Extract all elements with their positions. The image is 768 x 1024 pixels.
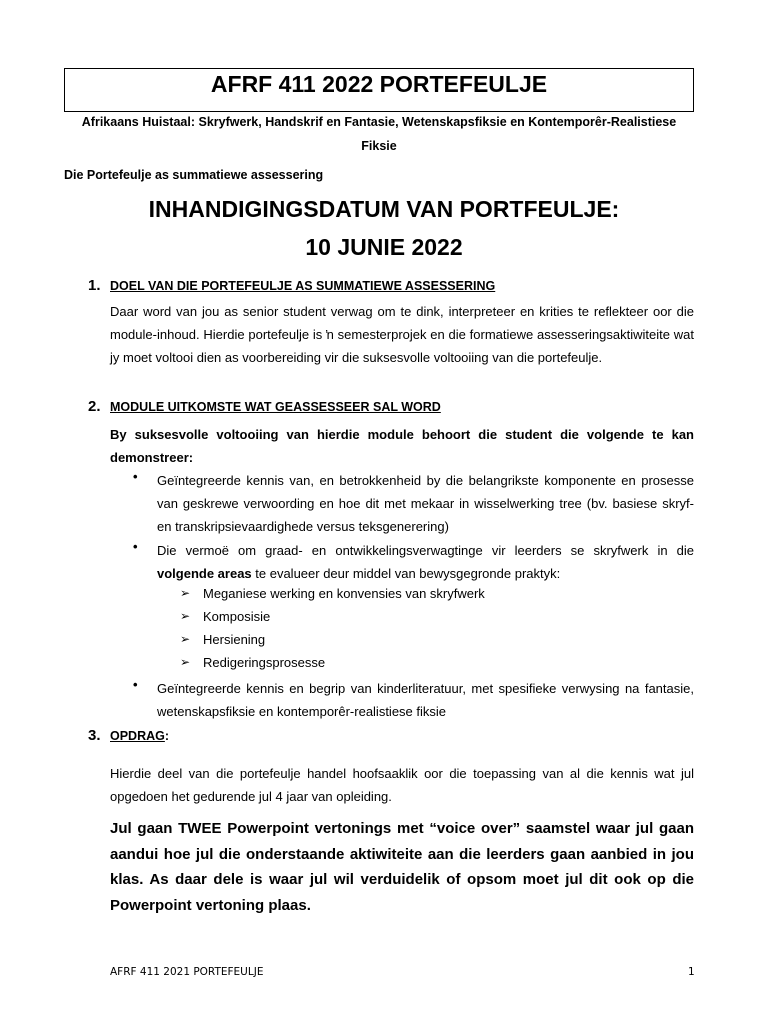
section2-lead: By suksesvolle voltooiing van hierdie module behoort die student die volgende te kan demonstreer: (110, 427, 694, 465)
section3-heading: OPDRAG (110, 729, 165, 743)
sub-item-3: Hersiening (203, 632, 266, 647)
bullet-marker: • (133, 469, 138, 484)
sub-item-4: Redigeringsprosesse (203, 655, 326, 670)
arrow-bullet-icon: ➢ (180, 586, 191, 600)
bullet-item-3: Geïntegreerde kennis en begrip van kinderliteratuur, met spesifieke verwysing na fantasie, wetenskapsfiksie en kontemporêr-realistiese fiksie (157, 681, 694, 719)
document-title: AFRF 411 2022 PORTEFEULJE (210, 71, 548, 97)
intro-line: Die Portefeulje as summatiewe assessering (64, 168, 324, 182)
bullet-item-2: Die vermoë om graad- en ontwikkelingsverwagtinge vir leerders se skryfwerk in die volgende areas te evalueer deur middel van bewysgegronde praktyk: (157, 543, 694, 581)
section1-heading: DOEL VAN DIE PORTEFEULJE AS SUMMATIEWE ASSESSERING (110, 279, 496, 293)
sub-item-2: Komposisie (203, 609, 271, 624)
footer-label: AFRF 411 2021 PORTEFEULJE (110, 966, 264, 978)
section3-number: 3. (88, 727, 101, 744)
section1-number: 1. (88, 277, 101, 294)
bullet-item-1: Geïntegreerde kennis van, en betrokkenheid by die belangrikste komponente en prosesse van geskrewe verwoording en hoe dit met mekaar in wisselwerking tree (bv. basiese skryf- en transkripsievaardighede versus teksgenerering) (157, 473, 694, 534)
arrow-bullet-icon: ➢ (180, 609, 191, 623)
section3-heading-wrap: OPDRAG: (110, 729, 170, 743)
page-number: 1 (688, 966, 695, 978)
due-heading-line2: 10 JUNIE 2022 (305, 234, 463, 260)
bullet-marker: • (133, 539, 138, 554)
section3-instruction: Jul gaan TWEE Powerpoint vertonings met “voice over” saamstel waar jul gaan aandui hoe jul die onderstaande aktiwiteite aan die leerders gaan aanbied in jou klas. As daar dele is waar jul wil verduidelik of opsom moet jul dit ook op die Powerpoint vertoning plaas. (110, 820, 694, 914)
bullet-marker: • (133, 677, 138, 692)
sub-item-1: Meganiese werking en konvensies van skryfwerk (203, 586, 485, 601)
section2-heading: MODULE UITKOMSTE WAT GEASSESSEER SAL WORD (110, 400, 441, 414)
document-subtitle: Afrikaans Huistaal: Skryfwerk, Handskrif en Fantasie, Wetenskapsfiksie en Kontemporêr-Realistiese Fiksie (81, 115, 677, 153)
section3-body: Hierdie deel van die portefeulje handel hoofsaaklik oor die toepassing van al die kennis wat jul opgedoen het gedurende jul 4 jaar van opleiding. (110, 766, 694, 804)
section2-number: 2. (88, 398, 101, 415)
due-heading-line1: INHANDIGINGSDATUM VAN PORTFEULJE: (148, 196, 620, 222)
arrow-bullet-icon: ➢ (180, 632, 191, 646)
arrow-bullet-icon: ➢ (180, 655, 191, 669)
section1-body: Daar word van jou as senior student verwag om te dink, interpreteer en krities te reflekteer oor die module-inhoud. Hierdie portefeulje is ŉ semesterprojek en die formatiewe assesseringsaktiwiteite wat jy moet voltooi dien as voorbereiding vir die suksesvolle voltooiing van die portefeulje. (110, 304, 694, 365)
title-box (64, 68, 694, 112)
